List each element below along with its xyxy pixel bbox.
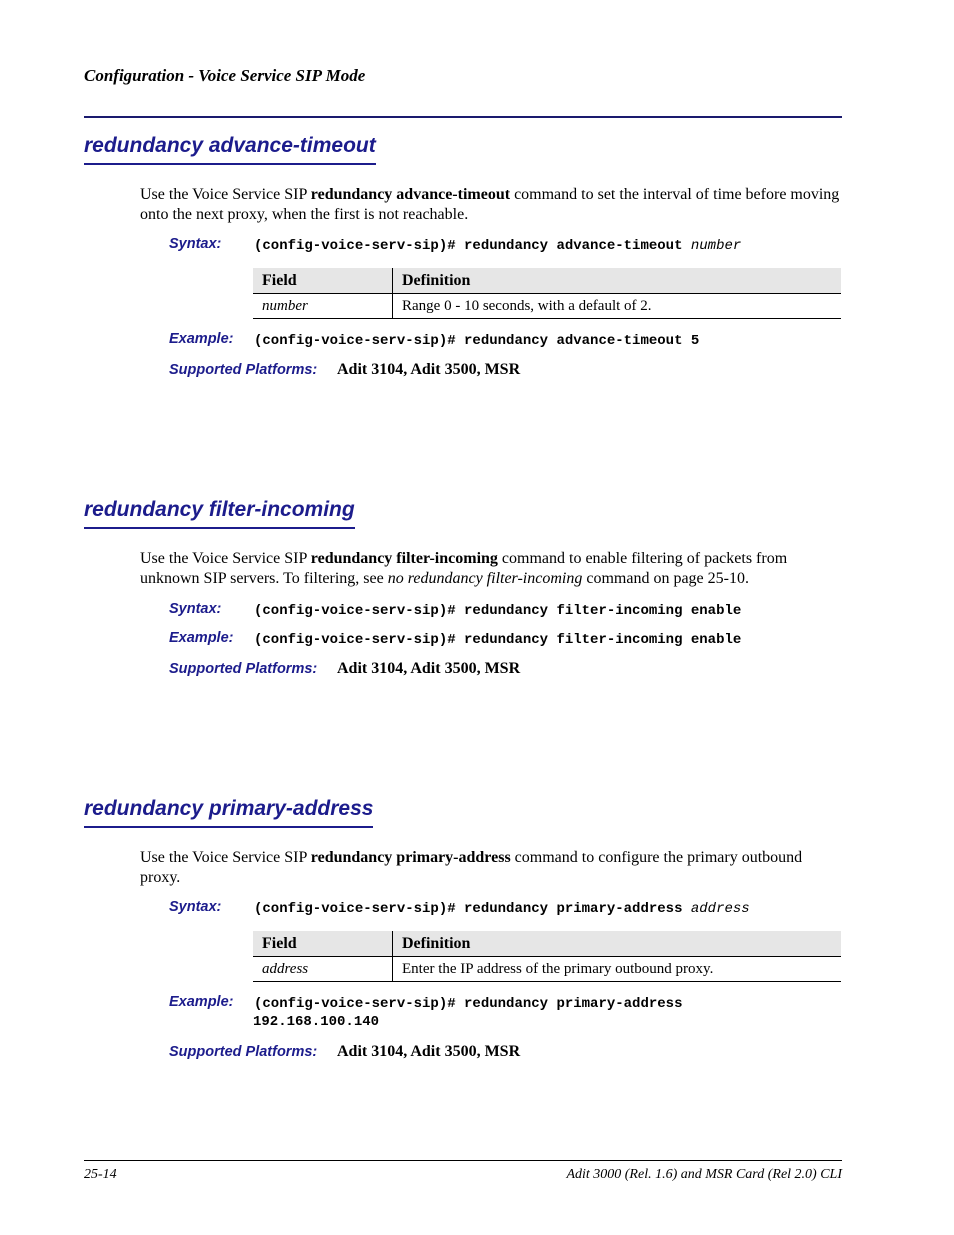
desc-text: command on page 25-10. (582, 570, 749, 587)
syntax-label: Syntax: (169, 236, 222, 252)
definition-header: Definition (393, 268, 842, 294)
table-header-row (253, 931, 841, 957)
example-label: Example: (169, 630, 234, 646)
cross-reference: no redundancy filter-incoming (387, 570, 583, 587)
running-header: Configuration - Voice Service SIP Mode (84, 66, 366, 85)
section-description (140, 185, 842, 225)
table-header-row (253, 268, 841, 294)
table-row (253, 294, 841, 319)
footer-rule (84, 1160, 842, 1161)
example-command: (config-voice-serv-sip)# redundancy advance-timeout 5 (254, 333, 700, 349)
syntax-command (254, 900, 750, 918)
page-number: 25-14 (84, 1167, 117, 1182)
field-header: Field (253, 931, 393, 957)
desc-text: command to set the interval of time before moving onto the next proxy, when the first is not reachable. (140, 186, 840, 223)
syntax-command (254, 237, 741, 255)
section-title-filter-incoming: redundancy filter-incoming (84, 497, 355, 529)
desc-text: Use the Voice Service SIP (140, 550, 311, 567)
command-argument: address (690, 901, 750, 917)
desc-text: command to enable filtering of packets from unknown SIP servers. To filtering, see (140, 550, 788, 587)
syntax-label: Syntax: (169, 601, 222, 617)
example-command-line2: 192.168.100.140 (253, 1014, 380, 1030)
platforms-value: Adit 3104, Adit 3500, MSR (337, 1043, 521, 1060)
command-name: redundancy advance-timeout (310, 186, 511, 203)
command-text: (config-voice-serv-sip)# redundancy primary-address (254, 901, 691, 917)
command-name: redundancy filter-incoming (310, 550, 498, 567)
platforms-label: Supported Platforms: (169, 1044, 318, 1060)
definition-table (253, 268, 841, 319)
definition-cell: Range 0 - 10 seconds, with a default of 2. (393, 294, 842, 319)
syntax-command: (config-voice-serv-sip)# redundancy filter-incoming enable (254, 603, 742, 619)
section-description (140, 549, 842, 589)
example-label: Example: (169, 331, 234, 347)
table-row (253, 957, 841, 982)
desc-text: Use the Voice Service SIP (140, 849, 311, 866)
command-text: (config-voice-serv-sip)# redundancy advance-timeout (254, 238, 691, 254)
section-title-advance-timeout: redundancy advance-timeout (84, 133, 376, 165)
platforms-value: Adit 3104, Adit 3500, MSR (337, 660, 521, 677)
section-description (140, 848, 842, 888)
platforms-label: Supported Platforms: (169, 362, 318, 378)
example-label: Example: (169, 994, 234, 1010)
platforms-label: Supported Platforms: (169, 661, 318, 677)
example-command: (config-voice-serv-sip)# redundancy filter-incoming enable (254, 632, 742, 648)
footer-doc-title: Adit 3000 (Rel. 1.6) and MSR Card (Rel 2.0) CLI (566, 1167, 842, 1182)
header-rule (84, 116, 842, 118)
definition-table (253, 931, 841, 982)
platforms-value: Adit 3104, Adit 3500, MSR (337, 361, 521, 378)
field-cell: number (253, 294, 393, 319)
definition-cell: Enter the IP address of the primary outbound proxy. (393, 957, 842, 982)
example-command-line1: (config-voice-serv-sip)# redundancy primary-address (254, 996, 683, 1012)
syntax-label: Syntax: (169, 899, 222, 915)
field-header: Field (253, 268, 393, 294)
desc-text: Use the Voice Service SIP (140, 186, 311, 203)
field-cell: address (253, 957, 393, 982)
definition-header: Definition (393, 931, 842, 957)
command-name: redundancy primary-address (310, 849, 511, 866)
desc-text: command to configure the primary outbound proxy. (140, 849, 803, 886)
section-title-primary-address: redundancy primary-address (84, 796, 373, 828)
command-argument: number (690, 238, 742, 254)
